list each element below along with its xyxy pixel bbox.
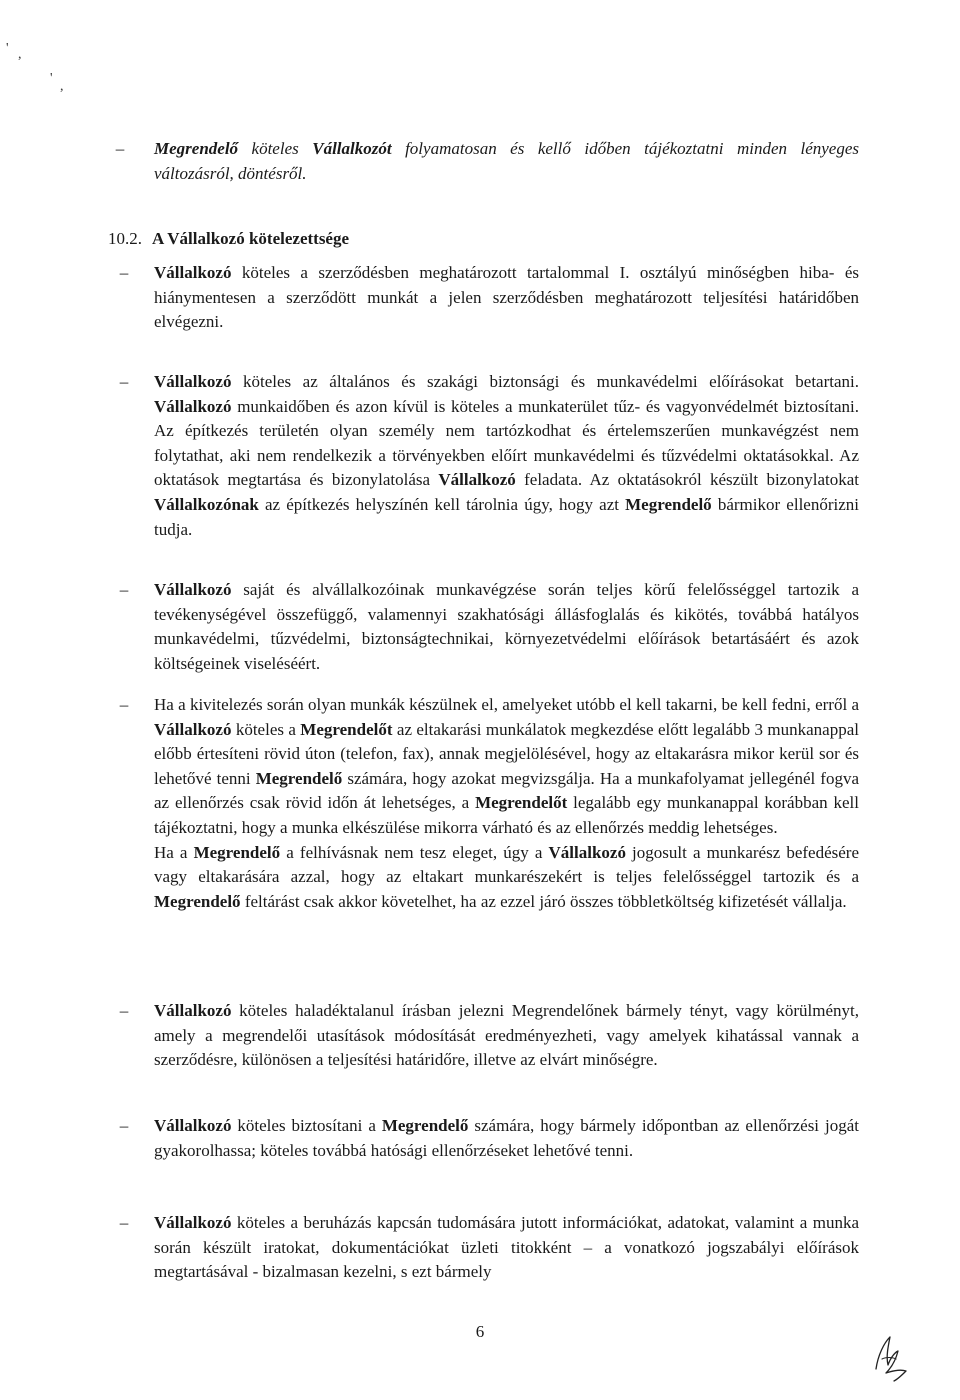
obligation-item-7: – Vállalkozó köteles a beruházás kapcsán tudomására jutott információkat, adatokat, valamint a munka során készült iratokat, dokumentációkat üzleti titokként – a vonatkozó jogszabályi előírások megtartásával - bizalmasan kezelni, s ezt bármely xyxy=(154,1211,859,1285)
bullet-dash: – xyxy=(119,1116,129,1135)
bullet-dash: – xyxy=(119,372,129,391)
obligation-item-3: – Vállalkozó saját és alvállalkozóinak munkavégzése során teljes körű felelősséggel tartozik a tevékenységével összefüggő, valamennyi szakhatósági állásfoglalás és kikötés, továbbá hatályos munkavédelmi, tűzvédelmi, biztonságtechnikai, környezetvédelmi előírások betartásáért és azok költségeinek viseléséért. xyxy=(154,578,859,676)
bullet-dash: – xyxy=(119,580,129,599)
obligation-item-5: – Vállalkozó köteles haladéktalanul írásban jelezni Megrendelőnek bármely tényt, vagy körülményt, amely a megrendelői utasítások módosítását eredményezheti, vagy amelyek kihatással vannak a szerződésre, különösen a teljesítési határidőre, illetve az elvárt minőségre. xyxy=(154,999,859,1073)
section-heading xyxy=(108,227,708,252)
section-number: 10.2. xyxy=(108,229,142,248)
page-number: 6 xyxy=(475,1322,485,1341)
scan-mark: , xyxy=(60,79,64,94)
bullet-dash: – xyxy=(119,1001,129,1020)
handwritten-initials-icon xyxy=(868,1333,918,1383)
obligation-item-2: – Vállalkozó köteles az általános és szakági biztonsági és munkavédelmi előírásokat betartani. Vállalkozó munkaidőben és azon kívül is köteles a munkaterület tűz- és vagyonvédelmét biztosítani. Az építkezés területén olyan személy nem tartózkodhat és értelemszerűen munkavégzést nem folytathat, aki nem rendelkezik a törvényekben előírt munkavédelmi és tűzvédelmi oktatásokkal. Az oktatások megtartása és bizonylatolása Vállalkozó feladata. Az oktatásokról készült bizonylatokat Vállalkozónak az építkezés helyszínén kell tárolnia úgy, hogy azt Megrendelő bármikor ellenőrizni tudja. xyxy=(154,370,859,542)
obligation-item-1: – Vállalkozó köteles a szerződésben meghatározott tartalommal I. osztályú minőségben hiba- és hiánymentesen a szerződött munkát a jelen szerződésben meghatározott teljesítési határidőben elvégezni. xyxy=(154,261,859,335)
scan-mark: ' xyxy=(50,71,53,86)
bullet-dash: – xyxy=(119,1213,129,1232)
obligation-item-6: – Vállalkozó köteles biztosítani a Megrendelő számára, hogy bármely időpontban az ellenőrzési jogát gyakorolhassa; köteles továbbá hatósági ellenőrzéseket lehetővé tenni. xyxy=(154,1114,859,1163)
bullet-dash: – xyxy=(115,139,125,158)
bullet-dash: – xyxy=(119,263,129,282)
scan-mark: , xyxy=(18,47,22,62)
scan-mark: ' xyxy=(6,41,9,56)
scan-corner-marks xyxy=(0,28,80,94)
obligation-item-4: – Ha a kivitelezés során olyan munkák készülnek el, amelyeket utóbb el kell takarni, be kell fedni, erről a Vállalkozó köteles a Megrendelőt az eltakarási munkálatok megkezdése előtt legalább 3 munkanappal előbb értesíteni rövid úton (telefon, fax), annak megjelölésével, hogy az eltakarásra mikor kerül sor és lehetővé tenni Megrendelő számára, hogy azokat megvizsgálja. Ha a munkafolyamat jellegénél fogva az ellenőrzés csak rövid időn át lehetséges, a Megrendelőt legalább egy munkanappal korábban kell tájékoztatni, hogy a munka elkészülése mikorra várható és az ellenőrzés meddig lehetséges. Ha a Megrendelő a felhívásnak nem tesz eleget, úgy a Vállalkozó jogosult a munkarész befedésére vagy eltakarására azzal, hogy az eltakart munkarészekért is teljes felelősséggel tartozik és a Megrendelő feltárást csak akkor követelhet, ha az ezzel járó összes többletköltség kifizetését vállalja. xyxy=(154,693,859,914)
intro-paragraph: – Megrendelő köteles Vállalkozót folyamatosan és kellő időben tájékoztatni minden lényeges változásról, döntésről. xyxy=(154,137,859,186)
bullet-dash: – xyxy=(119,695,129,714)
section-title: A Vállalkozó kötelezettsége xyxy=(152,229,350,248)
